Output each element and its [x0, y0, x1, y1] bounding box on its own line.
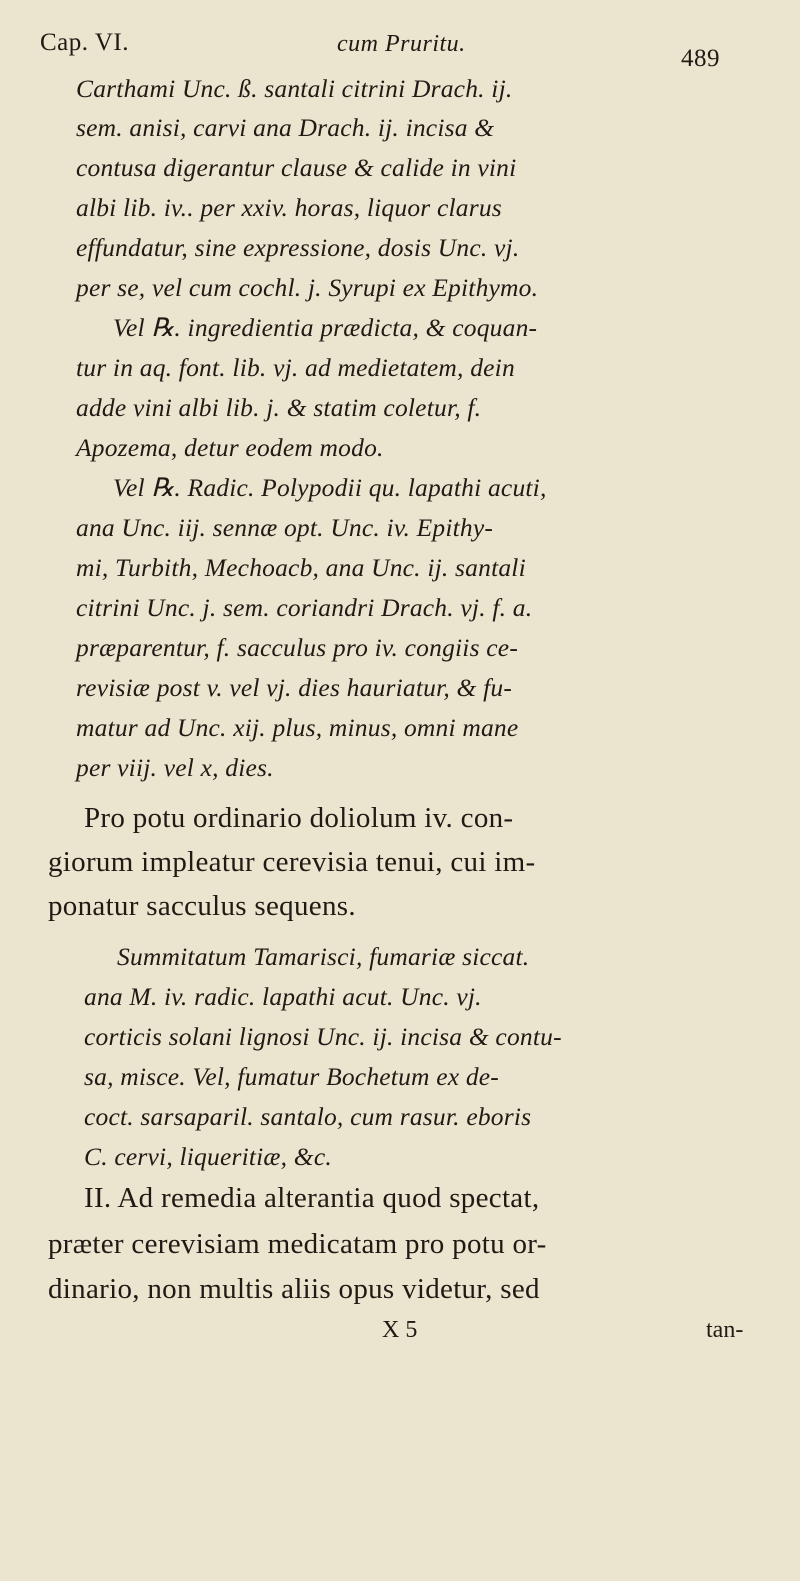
catchword: tan-	[706, 1317, 744, 1343]
running-title: cum Pruritu.	[337, 31, 466, 57]
text-line: effundatur, sine expressione, dosis Unc. vj.	[76, 233, 520, 262]
text-line: II. Ad remedia alterantia quod spectat,	[84, 1182, 540, 1214]
text-line: Vel ℞. Radic. Polypodii qu. lapathi acuti,	[113, 473, 547, 502]
text-line: C. cervi, liqueritiæ, &c.	[84, 1142, 332, 1171]
text-line: tur in aq. font. lib. vj. ad medietatem, dein	[76, 353, 515, 382]
text-line: dinario, non multis aliis opus videtur, sed	[48, 1273, 540, 1305]
text-line: mi, Turbith, Mechoacb, ana Unc. ij. santali	[76, 553, 526, 582]
text-line: albi lib. iv.. per xxiv. horas, liquor clarus	[76, 193, 502, 222]
text-line: Pro potu ordinario doliolum iv. con-	[84, 802, 514, 834]
text-line: per viij. vel x, dies.	[76, 753, 274, 782]
text-line: corticis solani lignosi Unc. ij. incisa & contu-	[84, 1022, 562, 1051]
text-line: ponatur sacculus sequens.	[48, 890, 356, 922]
text-line: præter cerevisiam medicatam pro potu or-	[48, 1228, 547, 1260]
text-line: matur ad Unc. xij. plus, minus, omni mane	[76, 713, 519, 742]
text-line: adde vini albi lib. j. & statim coletur, f.	[76, 393, 482, 422]
text-line: Vel ℞. ingredientia prædicta, & coquan-	[113, 313, 538, 342]
text-line: citrini Unc. j. sem. coriandri Drach. vj. f. a.	[76, 593, 533, 622]
text-line: præparentur, f. sacculus pro iv. congiis ce-	[76, 633, 519, 662]
chapter-heading: Cap. VI.	[40, 29, 129, 56]
text-line: coct. sarsaparil. santalo, cum rasur. eboris	[84, 1102, 532, 1131]
text-line: Apozema, detur eodem modo.	[76, 433, 384, 462]
signature-mark: X 5	[382, 1317, 418, 1343]
text-line: per se, vel cum cochl. j. Syrupi ex Epithymo.	[76, 273, 539, 302]
text-line: sem. anisi, carvi ana Drach. ij. incisa &	[76, 113, 495, 142]
text-line: ana M. iv. radic. lapathi acut. Unc. vj.	[84, 982, 482, 1011]
text-line: ana Unc. iij. sennæ opt. Unc. iv. Epithy-	[76, 513, 494, 542]
text-line: contusa digerantur clause & calide in vini	[76, 153, 517, 182]
text-line: Carthami Unc. ß. santali citrini Drach. ij.	[76, 74, 513, 103]
text-line: sa, misce. Vel, fumatur Bochetum ex de-	[84, 1062, 499, 1091]
page-number: 489	[681, 45, 720, 72]
text-line: giorum impleatur cerevisia tenui, cui im-	[48, 846, 536, 878]
text-line: Summitatum Tamarisci, fumariæ siccat.	[117, 942, 530, 971]
text-line: revisiæ post v. vel vj. dies hauriatur, & fu-	[76, 673, 513, 702]
